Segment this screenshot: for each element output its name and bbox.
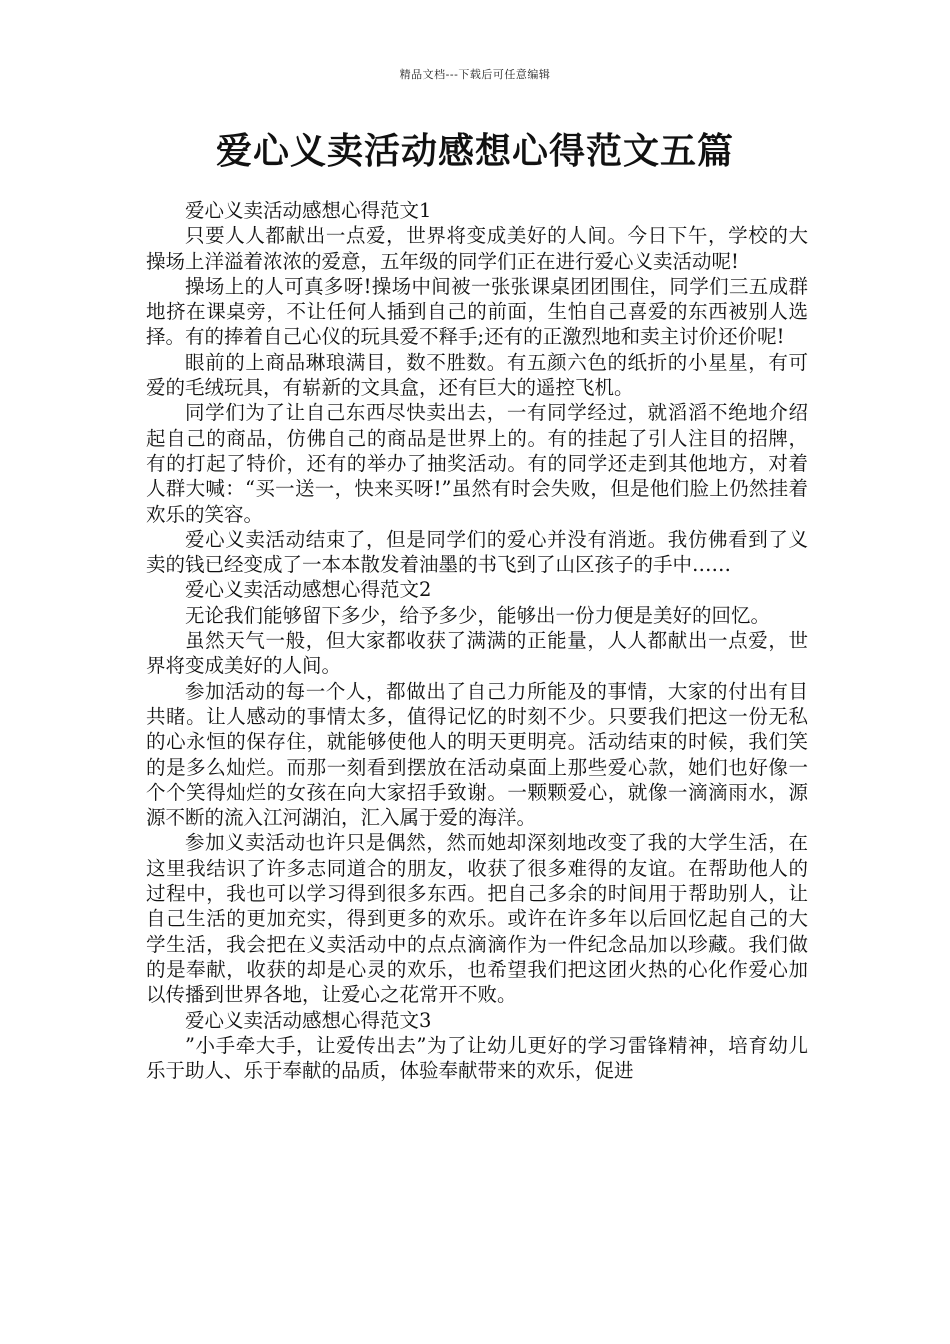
header-note: 精品文档---下载后可任意编辑 bbox=[399, 68, 551, 81]
section-heading-1: 爱心义卖活动感想心得范文1 bbox=[185, 199, 432, 222]
paragraph: 眼前的上商品琳琅满目，数不胜数。有五颜六色的纸折的小星星，有可爱的毛绒玩具，有崭新的文具盒，还有巨大的遥控飞机。 bbox=[146, 350, 808, 400]
paragraph: 参加活动的每一个人，都做出了自己力所能及的事情，大家的付出有目共睹。让人感动的事情太多，值得记忆的时刻不少。只要我们把这一份无私的心永恒的保存住，就能够使他人的明天更明亮。活动结束的时候，我们笑的是多么灿烂。而那一刻看到摆放在活动桌面上那些爱心款，她们也好像一个个笑得灿烂的女孩在向大家招手致谢。一颗颗爱心，就像一滴滴雨水，源源不断的流入江河湖泊，汇入属于爱的海洋。 bbox=[146, 679, 808, 830]
paragraph: 参加义卖活动也许只是偶然，然而她却深刻地改变了我的大学生活，在这里我结识了许多志同道合的朋友，收获了很多难得的友谊。在帮助他人的过程中，我也可以学习得到很多东西。把自己多余的时间用于帮助别人，让自己生活的更加充实，得到更多的欢乐。或许在许多年以后回忆起自己的大学生活，我会把在义卖活动中的点点滴滴作为一件纪念品加以珍藏。我们做的是奉献，收获的却是心灵的欢乐，也希望我们把这团火热的心化作爱心加以传播到世界各地，让爱心之花常开不败。 bbox=[146, 831, 808, 1007]
paragraph: ”小手牵大手，让爱传出去”为了让幼儿更好的学习雷锋精神，培育幼儿乐于助人、乐于奉献的品质，体验奉献带来的欢乐，促进 bbox=[146, 1033, 808, 1083]
section-heading-3: 爱心义卖活动感想心得范文3 bbox=[185, 1008, 432, 1032]
paragraph: 爱心义卖活动结束了，但是同学们的爱心并没有消逝。我仿佛看到了义卖的钱已经变成了一本本散发着油墨的书飞到了山区孩子的手中…… bbox=[146, 527, 808, 577]
page-title: 爱心义卖活动感想心得范文五篇 bbox=[215, 130, 734, 172]
document-body bbox=[146, 198, 808, 1083]
paragraph: 同学们为了让自己东西尽快卖出去，一有同学经过，就滔滔不绝地介绍起自己的商品，仿佛自己的商品是世界上的。有的挂起了引人注目的招牌，有的打起了特价，还有的举办了抽奖活动。有的同学还走到其他地方，对着人群大喊：“买一送一，快来买呀!”虽然有时会失败，但是他们脸上仍然挂着欢乐的笑容。 bbox=[146, 401, 808, 526]
paragraph: 只要人人都献出一点爱，世界将变成美好的人间。今日下午，学校的大操场上洋溢着浓浓的爱意，五年级的同学们正在进行爱心义卖活动呢! bbox=[146, 224, 808, 273]
paragraph: 无论我们能够留下多少，给予多少，能够出一份力便是美好的回忆。 bbox=[185, 603, 771, 627]
paragraph: 操场上的人可真多呀!操场中间被一张张课桌团团围住，同学们三五成群地挤在课桌旁，不让任何人插到自己的前面，生怕自己喜爱的东西被别人选择。有的捧着自己心仪的玩具爱不释手;还有的正激烈地和卖主讨价还价呢! bbox=[146, 274, 808, 349]
section-heading-2: 爱心义卖活动感想心得范文2 bbox=[185, 578, 432, 602]
paragraph: 虽然天气一般，但大家都收获了满满的正能量，人人都献出一点爱，世界将变成美好的人间。 bbox=[146, 629, 808, 678]
